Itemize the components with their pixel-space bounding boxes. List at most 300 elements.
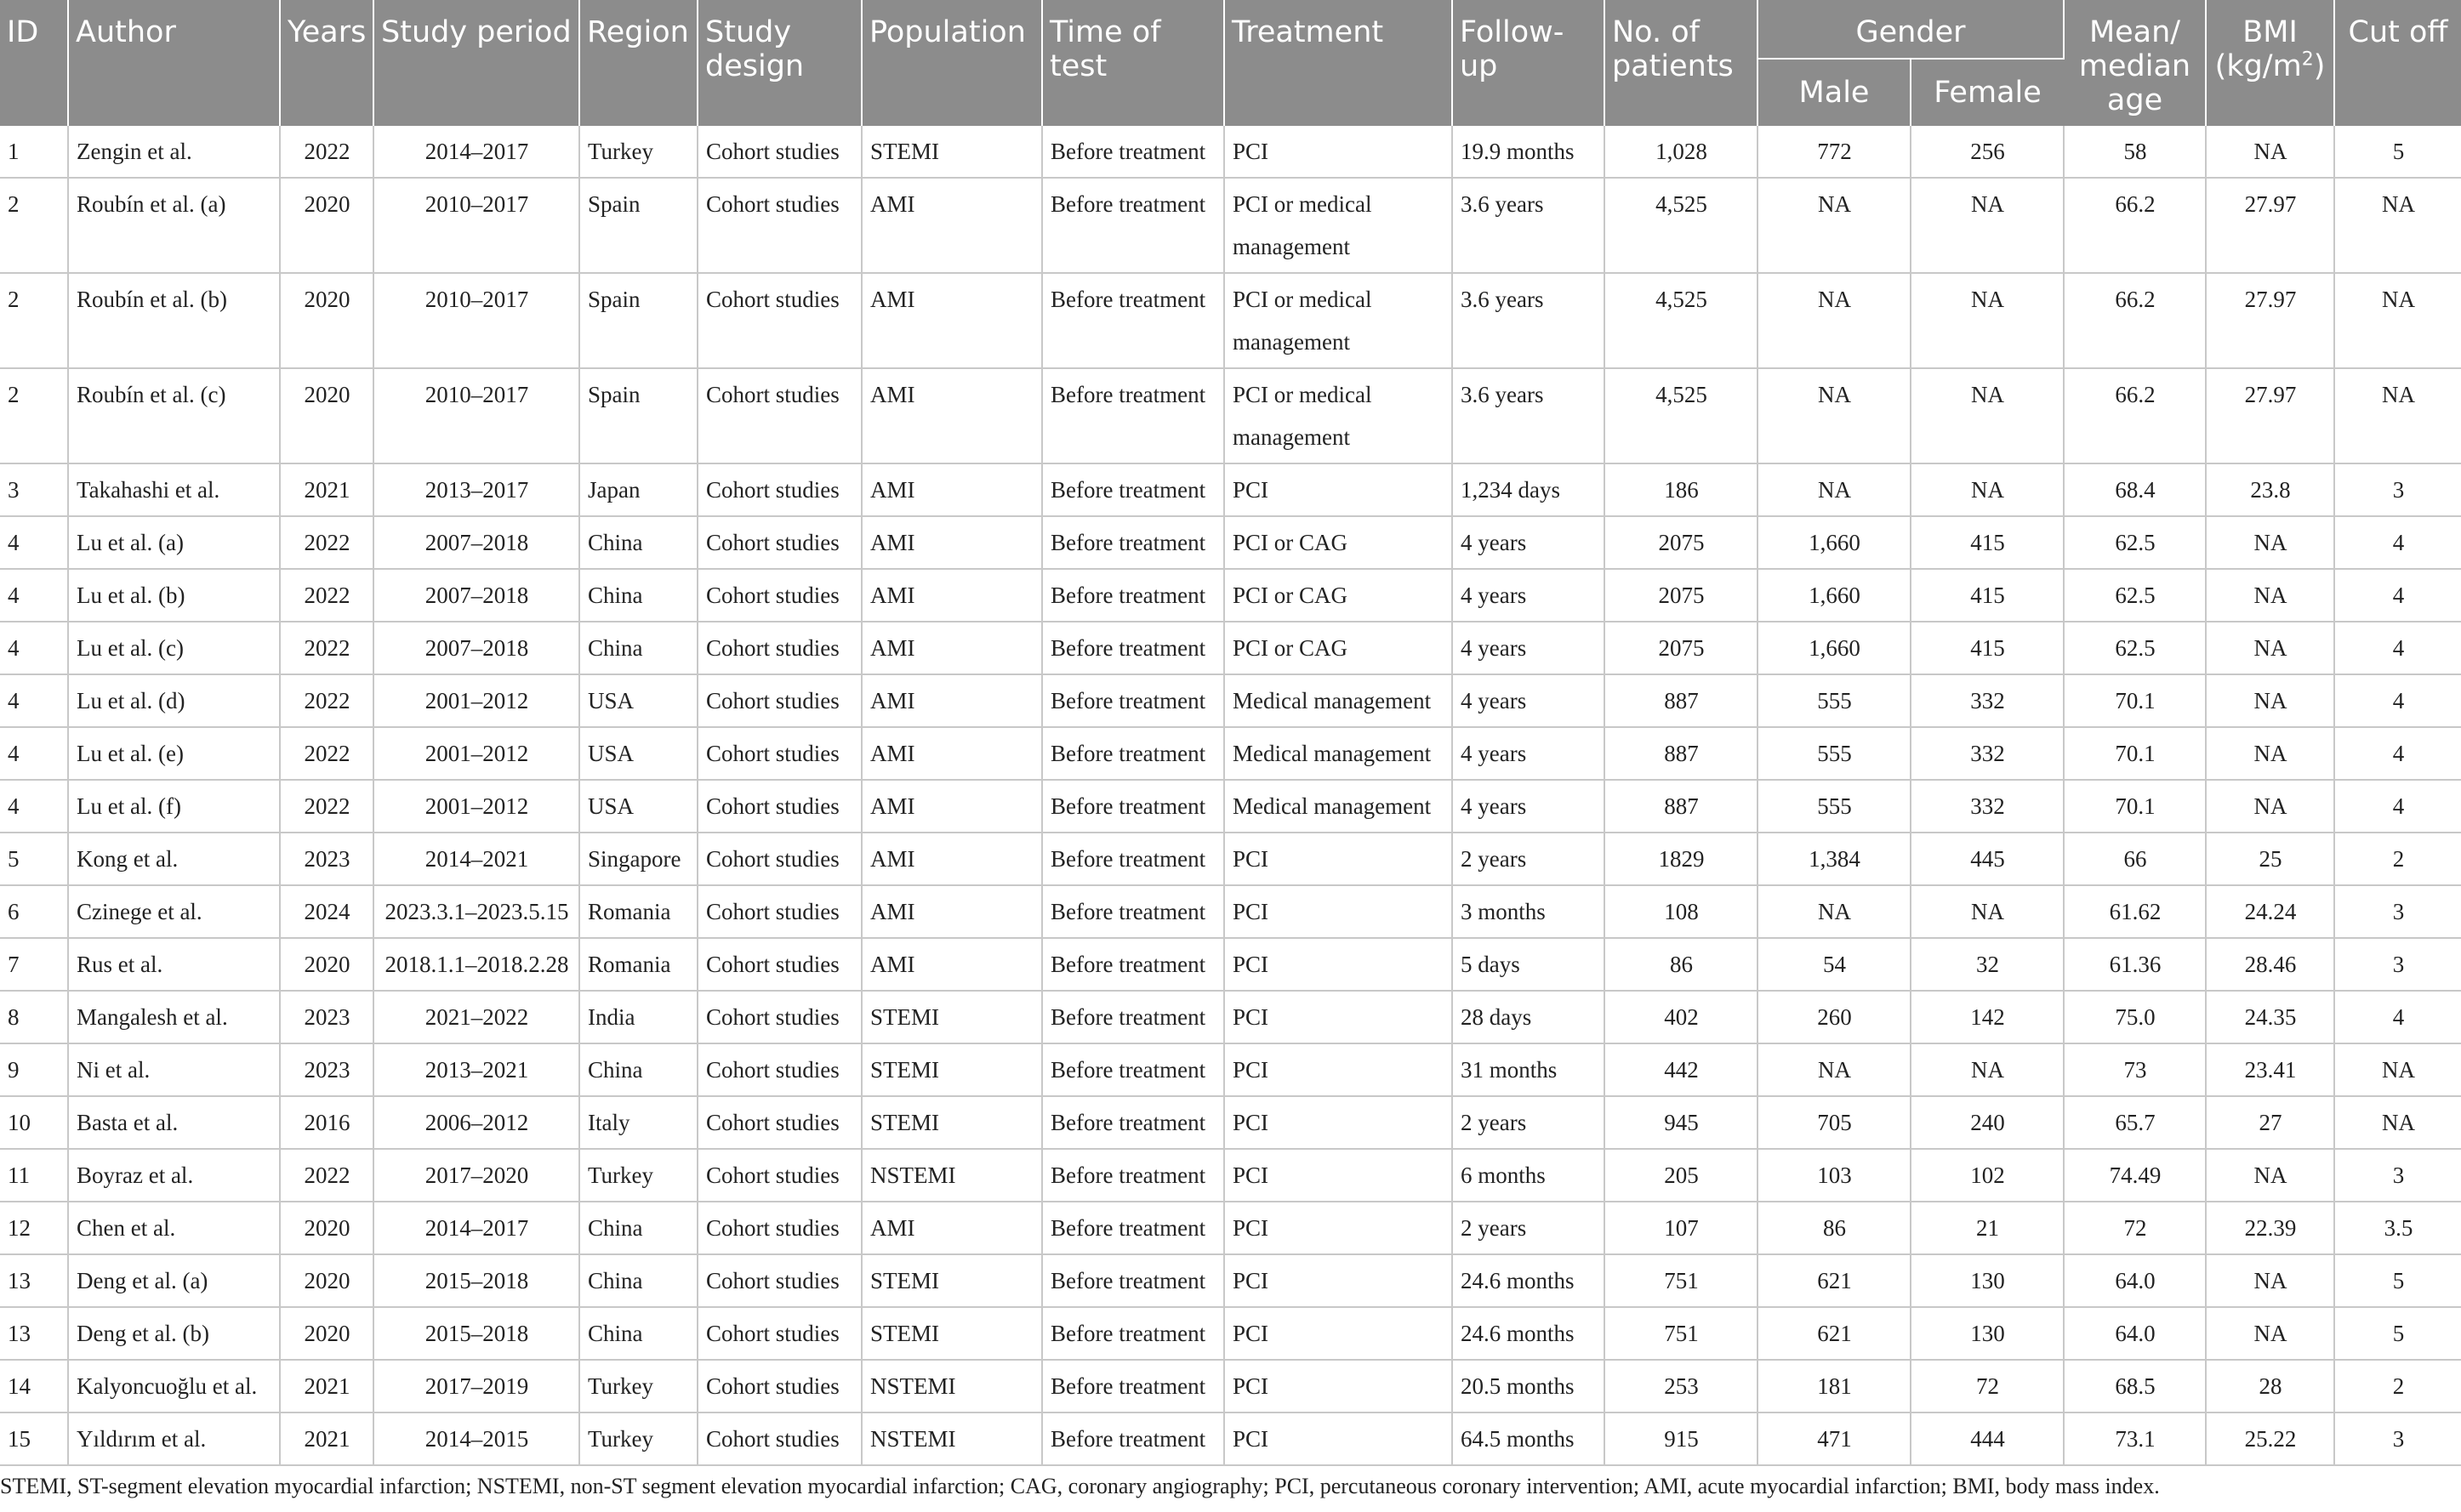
cell-years: 2020: [280, 1254, 373, 1307]
cell-bmi: 23.8: [2206, 463, 2334, 516]
header-male: Male: [1757, 59, 1911, 126]
cell-region: Spain: [579, 368, 698, 463]
table-row: [0, 178, 2461, 273]
cell-study-design: Cohort studies: [698, 938, 862, 991]
cell-female: 142: [1911, 991, 2064, 1043]
cell-years: 2022: [280, 674, 373, 727]
cell-years: 2022: [280, 780, 373, 833]
cell-study-period: 2007–2018: [373, 622, 579, 674]
cell-bmi: 22.39: [2206, 1202, 2334, 1254]
cell-follow-up: 24.6 months: [1452, 1254, 1604, 1307]
cell-treatment: PCI: [1224, 1096, 1452, 1149]
cell-cut-off: 3: [2334, 885, 2461, 938]
cell-mean-age: 75.0: [2064, 991, 2206, 1043]
cell-no-of-patients: 4,525: [1604, 368, 1757, 463]
cell-id: 4: [0, 516, 68, 569]
cell-treatment: Medical management: [1224, 674, 1452, 727]
cell-cut-off: 3: [2334, 463, 2461, 516]
cell-treatment: PCI: [1224, 1202, 1452, 1254]
cell-male: NA: [1757, 1043, 1911, 1096]
cell-study-design: Cohort studies: [698, 273, 862, 368]
cell-author: Kalyoncuoğlu et al.: [68, 1360, 280, 1413]
cell-population: AMI: [862, 178, 1042, 273]
cell-region: China: [579, 1043, 698, 1096]
table-row: [0, 569, 2461, 622]
cell-treatment: PCI or medical management: [1224, 273, 1452, 368]
cell-bmi: 27.97: [2206, 368, 2334, 463]
cell-study-design: Cohort studies: [698, 126, 862, 178]
cell-male: NA: [1757, 368, 1911, 463]
table-row: [0, 1043, 2461, 1096]
cell-bmi: 24.24: [2206, 885, 2334, 938]
header-region: Region: [579, 0, 698, 126]
cell-no-of-patients: 945: [1604, 1096, 1757, 1149]
cell-population: AMI: [862, 780, 1042, 833]
cell-id: 13: [0, 1254, 68, 1307]
header-years: Years: [280, 0, 373, 126]
cell-bmi: NA: [2206, 1307, 2334, 1360]
cell-region: Romania: [579, 938, 698, 991]
cell-region: USA: [579, 727, 698, 780]
cell-population: AMI: [862, 273, 1042, 368]
cell-female: 130: [1911, 1254, 2064, 1307]
cell-bmi: 25.22: [2206, 1413, 2334, 1465]
cell-female: 21: [1911, 1202, 2064, 1254]
cell-study-period: 2010–2017: [373, 273, 579, 368]
cell-follow-up: 28 days: [1452, 991, 1604, 1043]
cell-population: AMI: [862, 727, 1042, 780]
cell-region: Japan: [579, 463, 698, 516]
cell-population: AMI: [862, 516, 1042, 569]
cell-treatment: PCI: [1224, 1360, 1452, 1413]
cell-years: 2024: [280, 885, 373, 938]
cell-years: 2020: [280, 1202, 373, 1254]
cell-cut-off: 4: [2334, 569, 2461, 622]
table-row: [0, 1360, 2461, 1413]
cell-no-of-patients: 108: [1604, 885, 1757, 938]
cell-time-of-test: Before treatment: [1042, 516, 1224, 569]
cell-male: 471: [1757, 1413, 1911, 1465]
cell-mean-age: 66.2: [2064, 273, 2206, 368]
cell-years: 2020: [280, 1307, 373, 1360]
header-study-period: Study period: [373, 0, 579, 126]
cell-years: 2020: [280, 938, 373, 991]
cell-study-period: 2001–2012: [373, 780, 579, 833]
cell-id: 4: [0, 674, 68, 727]
cell-cut-off: 2: [2334, 1360, 2461, 1413]
cell-years: 2023: [280, 991, 373, 1043]
cell-author: Yıldırım et al.: [68, 1413, 280, 1465]
cell-author: Czinege et al.: [68, 885, 280, 938]
cell-author: Chen et al.: [68, 1202, 280, 1254]
cell-time-of-test: Before treatment: [1042, 1096, 1224, 1149]
cell-time-of-test: Before treatment: [1042, 463, 1224, 516]
cell-population: NSTEMI: [862, 1360, 1042, 1413]
table-row: [0, 1413, 2461, 1465]
cell-no-of-patients: 442: [1604, 1043, 1757, 1096]
cell-years: 2023: [280, 833, 373, 885]
cell-time-of-test: Before treatment: [1042, 674, 1224, 727]
cell-region: Turkey: [579, 1360, 698, 1413]
cell-id: 5: [0, 833, 68, 885]
cell-study-design: Cohort studies: [698, 780, 862, 833]
header-female: Female: [1911, 59, 2064, 126]
cell-no-of-patients: 887: [1604, 674, 1757, 727]
cell-cut-off: 4: [2334, 674, 2461, 727]
cell-mean-age: 66.2: [2064, 368, 2206, 463]
table-row: [0, 126, 2461, 178]
cell-study-period: 2021–2022: [373, 991, 579, 1043]
table-row: [0, 1254, 2461, 1307]
cell-no-of-patients: 186: [1604, 463, 1757, 516]
cell-no-of-patients: 1829: [1604, 833, 1757, 885]
cell-bmi: 27.97: [2206, 273, 2334, 368]
cell-id: 10: [0, 1096, 68, 1149]
cell-no-of-patients: 402: [1604, 991, 1757, 1043]
cell-male: 181: [1757, 1360, 1911, 1413]
cell-female: 240: [1911, 1096, 2064, 1149]
cell-region: Spain: [579, 178, 698, 273]
cell-region: China: [579, 569, 698, 622]
cell-study-period: 2014–2021: [373, 833, 579, 885]
table-row: [0, 1307, 2461, 1360]
cell-time-of-test: Before treatment: [1042, 1254, 1224, 1307]
cell-no-of-patients: 253: [1604, 1360, 1757, 1413]
cell-population: AMI: [862, 1202, 1042, 1254]
cell-time-of-test: Before treatment: [1042, 885, 1224, 938]
header-time-of-test: Time of test: [1042, 0, 1224, 126]
cell-no-of-patients: 4,525: [1604, 273, 1757, 368]
cell-time-of-test: Before treatment: [1042, 368, 1224, 463]
cell-female: NA: [1911, 273, 2064, 368]
cell-bmi: NA: [2206, 516, 2334, 569]
cell-cut-off: 4: [2334, 727, 2461, 780]
cell-follow-up: 4 years: [1452, 622, 1604, 674]
cell-bmi: 23.41: [2206, 1043, 2334, 1096]
cell-time-of-test: Before treatment: [1042, 1413, 1224, 1465]
cell-population: AMI: [862, 938, 1042, 991]
table-row: [0, 622, 2461, 674]
cell-study-period: 2017–2019: [373, 1360, 579, 1413]
cell-treatment: Medical management: [1224, 780, 1452, 833]
cell-time-of-test: Before treatment: [1042, 569, 1224, 622]
cell-id: 15: [0, 1413, 68, 1465]
cell-no-of-patients: 2075: [1604, 569, 1757, 622]
cell-id: 6: [0, 885, 68, 938]
cell-study-period: 2017–2020: [373, 1149, 579, 1202]
cell-bmi: NA: [2206, 1149, 2334, 1202]
cell-cut-off: 3.5: [2334, 1202, 2461, 1254]
cell-follow-up: 4 years: [1452, 727, 1604, 780]
cell-mean-age: 70.1: [2064, 674, 2206, 727]
cell-follow-up: 3 months: [1452, 885, 1604, 938]
cell-treatment: PCI: [1224, 1043, 1452, 1096]
table-row: [0, 368, 2461, 463]
cell-male: 555: [1757, 780, 1911, 833]
cell-study-period: 2013–2017: [373, 463, 579, 516]
cell-female: NA: [1911, 885, 2064, 938]
cell-no-of-patients: 205: [1604, 1149, 1757, 1202]
cell-bmi: NA: [2206, 622, 2334, 674]
cell-study-period: 2018.1.1–2018.2.28: [373, 938, 579, 991]
cell-study-design: Cohort studies: [698, 622, 862, 674]
header-follow-up: Follow-up: [1452, 0, 1604, 126]
cell-study-design: Cohort studies: [698, 1360, 862, 1413]
cell-id: 9: [0, 1043, 68, 1096]
cell-male: 621: [1757, 1254, 1911, 1307]
cell-region: Turkey: [579, 1413, 698, 1465]
header-id: ID: [0, 0, 68, 126]
cell-follow-up: 64.5 months: [1452, 1413, 1604, 1465]
cell-no-of-patients: 915: [1604, 1413, 1757, 1465]
cell-follow-up: 5 days: [1452, 938, 1604, 991]
cell-id: 2: [0, 368, 68, 463]
cell-study-design: Cohort studies: [698, 727, 862, 780]
cell-bmi: NA: [2206, 569, 2334, 622]
cell-id: 13: [0, 1307, 68, 1360]
cell-mean-age: 65.7: [2064, 1096, 2206, 1149]
cell-mean-age: 62.5: [2064, 622, 2206, 674]
cell-female: 256: [1911, 126, 2064, 178]
cell-follow-up: 4 years: [1452, 569, 1604, 622]
cell-study-period: 2013–2021: [373, 1043, 579, 1096]
cell-mean-age: 61.36: [2064, 938, 2206, 991]
cell-author: Lu et al. (b): [68, 569, 280, 622]
cell-cut-off: 4: [2334, 991, 2461, 1043]
cell-no-of-patients: 1,028: [1604, 126, 1757, 178]
cell-author: Roubín et al. (b): [68, 273, 280, 368]
cell-no-of-patients: 887: [1604, 727, 1757, 780]
cell-cut-off: 4: [2334, 622, 2461, 674]
table-footnote: STEMI, ST-segment elevation myocardial infarction; NSTEMI, non-ST segment elevation myocardial infarction; CAG, coronary angiography; PCI, percutaneous coronary intervention; AMI, acute myocardial infarction; BMI, body mass index.: [0, 1474, 2160, 1498]
cell-female: 415: [1911, 569, 2064, 622]
cell-years: 2020: [280, 178, 373, 273]
cell-treatment: PCI or CAG: [1224, 516, 1452, 569]
cell-female: 332: [1911, 727, 2064, 780]
cell-time-of-test: Before treatment: [1042, 273, 1224, 368]
cell-id: 7: [0, 938, 68, 991]
cell-no-of-patients: 751: [1604, 1254, 1757, 1307]
cell-mean-age: 73.1: [2064, 1413, 2206, 1465]
cell-time-of-test: Before treatment: [1042, 1202, 1224, 1254]
cell-study-design: Cohort studies: [698, 1413, 862, 1465]
cell-study-period: 2006–2012: [373, 1096, 579, 1149]
cell-cut-off: NA: [2334, 1096, 2461, 1149]
cell-male: NA: [1757, 885, 1911, 938]
cell-population: AMI: [862, 833, 1042, 885]
cell-treatment: PCI or medical management: [1224, 178, 1452, 273]
table-row: [0, 1096, 2461, 1149]
header-bmi-superscript: 2: [2301, 48, 2314, 71]
cell-follow-up: 20.5 months: [1452, 1360, 1604, 1413]
cell-study-period: 2015–2018: [373, 1254, 579, 1307]
cell-cut-off: 5: [2334, 126, 2461, 178]
cell-mean-age: 70.1: [2064, 727, 2206, 780]
cell-mean-age: 73: [2064, 1043, 2206, 1096]
cell-bmi: NA: [2206, 126, 2334, 178]
cell-female: 445: [1911, 833, 2064, 885]
cell-population: AMI: [862, 569, 1042, 622]
cell-mean-age: 70.1: [2064, 780, 2206, 833]
cell-study-design: Cohort studies: [698, 674, 862, 727]
cell-author: Lu et al. (f): [68, 780, 280, 833]
cell-treatment: PCI: [1224, 991, 1452, 1043]
cell-author: Lu et al. (a): [68, 516, 280, 569]
cell-female: NA: [1911, 178, 2064, 273]
cell-follow-up: 3.6 years: [1452, 368, 1604, 463]
cell-treatment: PCI: [1224, 1149, 1452, 1202]
cell-id: 4: [0, 569, 68, 622]
header-mean-median-age: Mean/ median age: [2064, 0, 2206, 126]
cell-mean-age: 72: [2064, 1202, 2206, 1254]
cell-time-of-test: Before treatment: [1042, 780, 1224, 833]
header-no-of-patients: No. of patients: [1604, 0, 1757, 126]
cell-male: 1,660: [1757, 569, 1911, 622]
cell-study-design: Cohort studies: [698, 569, 862, 622]
header-treatment: Treatment: [1224, 0, 1452, 126]
cell-region: Spain: [579, 273, 698, 368]
cell-male: 1,384: [1757, 833, 1911, 885]
cell-region: China: [579, 1202, 698, 1254]
cell-male: 621: [1757, 1307, 1911, 1360]
cell-study-period: 2014–2015: [373, 1413, 579, 1465]
cell-population: NSTEMI: [862, 1149, 1042, 1202]
cell-mean-age: 68.4: [2064, 463, 2206, 516]
cell-study-design: Cohort studies: [698, 463, 862, 516]
table-row: [0, 463, 2461, 516]
cell-bmi: 27: [2206, 1096, 2334, 1149]
cell-mean-age: 58: [2064, 126, 2206, 178]
cell-study-period: 2007–2018: [373, 569, 579, 622]
cell-time-of-test: Before treatment: [1042, 1360, 1224, 1413]
cell-cut-off: 2: [2334, 833, 2461, 885]
cell-male: 54: [1757, 938, 1911, 991]
cell-study-design: Cohort studies: [698, 833, 862, 885]
cell-cut-off: 3: [2334, 1149, 2461, 1202]
cell-mean-age: 61.62: [2064, 885, 2206, 938]
cell-follow-up: 4 years: [1452, 780, 1604, 833]
cell-population: AMI: [862, 368, 1042, 463]
cell-mean-age: 66: [2064, 833, 2206, 885]
cell-author: Lu et al. (e): [68, 727, 280, 780]
table-row: [0, 273, 2461, 368]
cell-follow-up: 4 years: [1452, 674, 1604, 727]
cell-no-of-patients: 107: [1604, 1202, 1757, 1254]
cell-population: STEMI: [862, 1307, 1042, 1360]
cell-treatment: PCI: [1224, 1307, 1452, 1360]
table-row: [0, 938, 2461, 991]
table-row: [0, 674, 2461, 727]
cell-id: 11: [0, 1149, 68, 1202]
cell-follow-up: 1,234 days: [1452, 463, 1604, 516]
cell-population: AMI: [862, 674, 1042, 727]
cell-author: Mangalesh et al.: [68, 991, 280, 1043]
cell-cut-off: 3: [2334, 938, 2461, 991]
cell-female: NA: [1911, 463, 2064, 516]
cell-region: China: [579, 516, 698, 569]
cell-study-period: 2023.3.1–2023.5.15: [373, 885, 579, 938]
cell-study-period: 2010–2017: [373, 368, 579, 463]
cell-author: Lu et al. (d): [68, 674, 280, 727]
cell-author: Boyraz et al.: [68, 1149, 280, 1202]
cell-follow-up: 19.9 months: [1452, 126, 1604, 178]
cell-cut-off: NA: [2334, 273, 2461, 368]
cell-time-of-test: Before treatment: [1042, 1043, 1224, 1096]
cell-years: 2023: [280, 1043, 373, 1096]
cell-region: India: [579, 991, 698, 1043]
cell-study-period: 2001–2012: [373, 674, 579, 727]
cell-male: 1,660: [1757, 516, 1911, 569]
cell-study-design: Cohort studies: [698, 368, 862, 463]
cell-region: USA: [579, 780, 698, 833]
cell-female: 444: [1911, 1413, 2064, 1465]
cell-male: 86: [1757, 1202, 1911, 1254]
cell-study-design: Cohort studies: [698, 516, 862, 569]
cell-treatment: PCI: [1224, 938, 1452, 991]
cell-study-design: Cohort studies: [698, 1307, 862, 1360]
cell-study-design: Cohort studies: [698, 1254, 862, 1307]
cell-female: 332: [1911, 674, 2064, 727]
cell-years: 2022: [280, 516, 373, 569]
cell-male: 555: [1757, 674, 1911, 727]
cell-study-period: 2014–2017: [373, 1202, 579, 1254]
cell-region: China: [579, 1254, 698, 1307]
cell-years: 2021: [280, 1360, 373, 1413]
cell-bmi: 24.35: [2206, 991, 2334, 1043]
cell-cut-off: 5: [2334, 1307, 2461, 1360]
cell-region: Turkey: [579, 126, 698, 178]
cell-years: 2021: [280, 1413, 373, 1465]
cell-id: 4: [0, 727, 68, 780]
cell-treatment: PCI: [1224, 885, 1452, 938]
table-body: [0, 126, 2461, 1465]
cell-cut-off: 5: [2334, 1254, 2461, 1307]
cell-author: Zengin et al.: [68, 126, 280, 178]
cell-study-design: Cohort studies: [698, 1043, 862, 1096]
cell-treatment: PCI: [1224, 463, 1452, 516]
cell-male: 1,660: [1757, 622, 1911, 674]
cell-cut-off: NA: [2334, 1043, 2461, 1096]
cell-female: 130: [1911, 1307, 2064, 1360]
cell-mean-age: 64.0: [2064, 1307, 2206, 1360]
cell-follow-up: 2 years: [1452, 1202, 1604, 1254]
table-row: [0, 1149, 2461, 1202]
cell-cut-off: NA: [2334, 368, 2461, 463]
cell-male: NA: [1757, 273, 1911, 368]
cell-female: 415: [1911, 516, 2064, 569]
cell-male: 705: [1757, 1096, 1911, 1149]
cell-treatment: PCI or CAG: [1224, 622, 1452, 674]
cell-no-of-patients: 86: [1604, 938, 1757, 991]
cell-years: 2021: [280, 463, 373, 516]
cell-cut-off: 3: [2334, 1413, 2461, 1465]
header-cut-off: Cut off: [2334, 0, 2461, 126]
cell-study-design: Cohort studies: [698, 991, 862, 1043]
cell-cut-off: 4: [2334, 516, 2461, 569]
cell-male: NA: [1757, 463, 1911, 516]
header-bmi: [2206, 0, 2334, 126]
cell-id: 14: [0, 1360, 68, 1413]
header-bmi-close: ): [2313, 49, 2326, 83]
cell-study-design: Cohort studies: [698, 1096, 862, 1149]
cell-bmi: 27.97: [2206, 178, 2334, 273]
cell-author: Roubín et al. (a): [68, 178, 280, 273]
cell-id: 2: [0, 178, 68, 273]
cell-treatment: PCI or medical management: [1224, 368, 1452, 463]
cell-study-design: Cohort studies: [698, 1202, 862, 1254]
cell-years: 2016: [280, 1096, 373, 1149]
header-bmi-text: BMI (kg/m: [2214, 15, 2302, 83]
